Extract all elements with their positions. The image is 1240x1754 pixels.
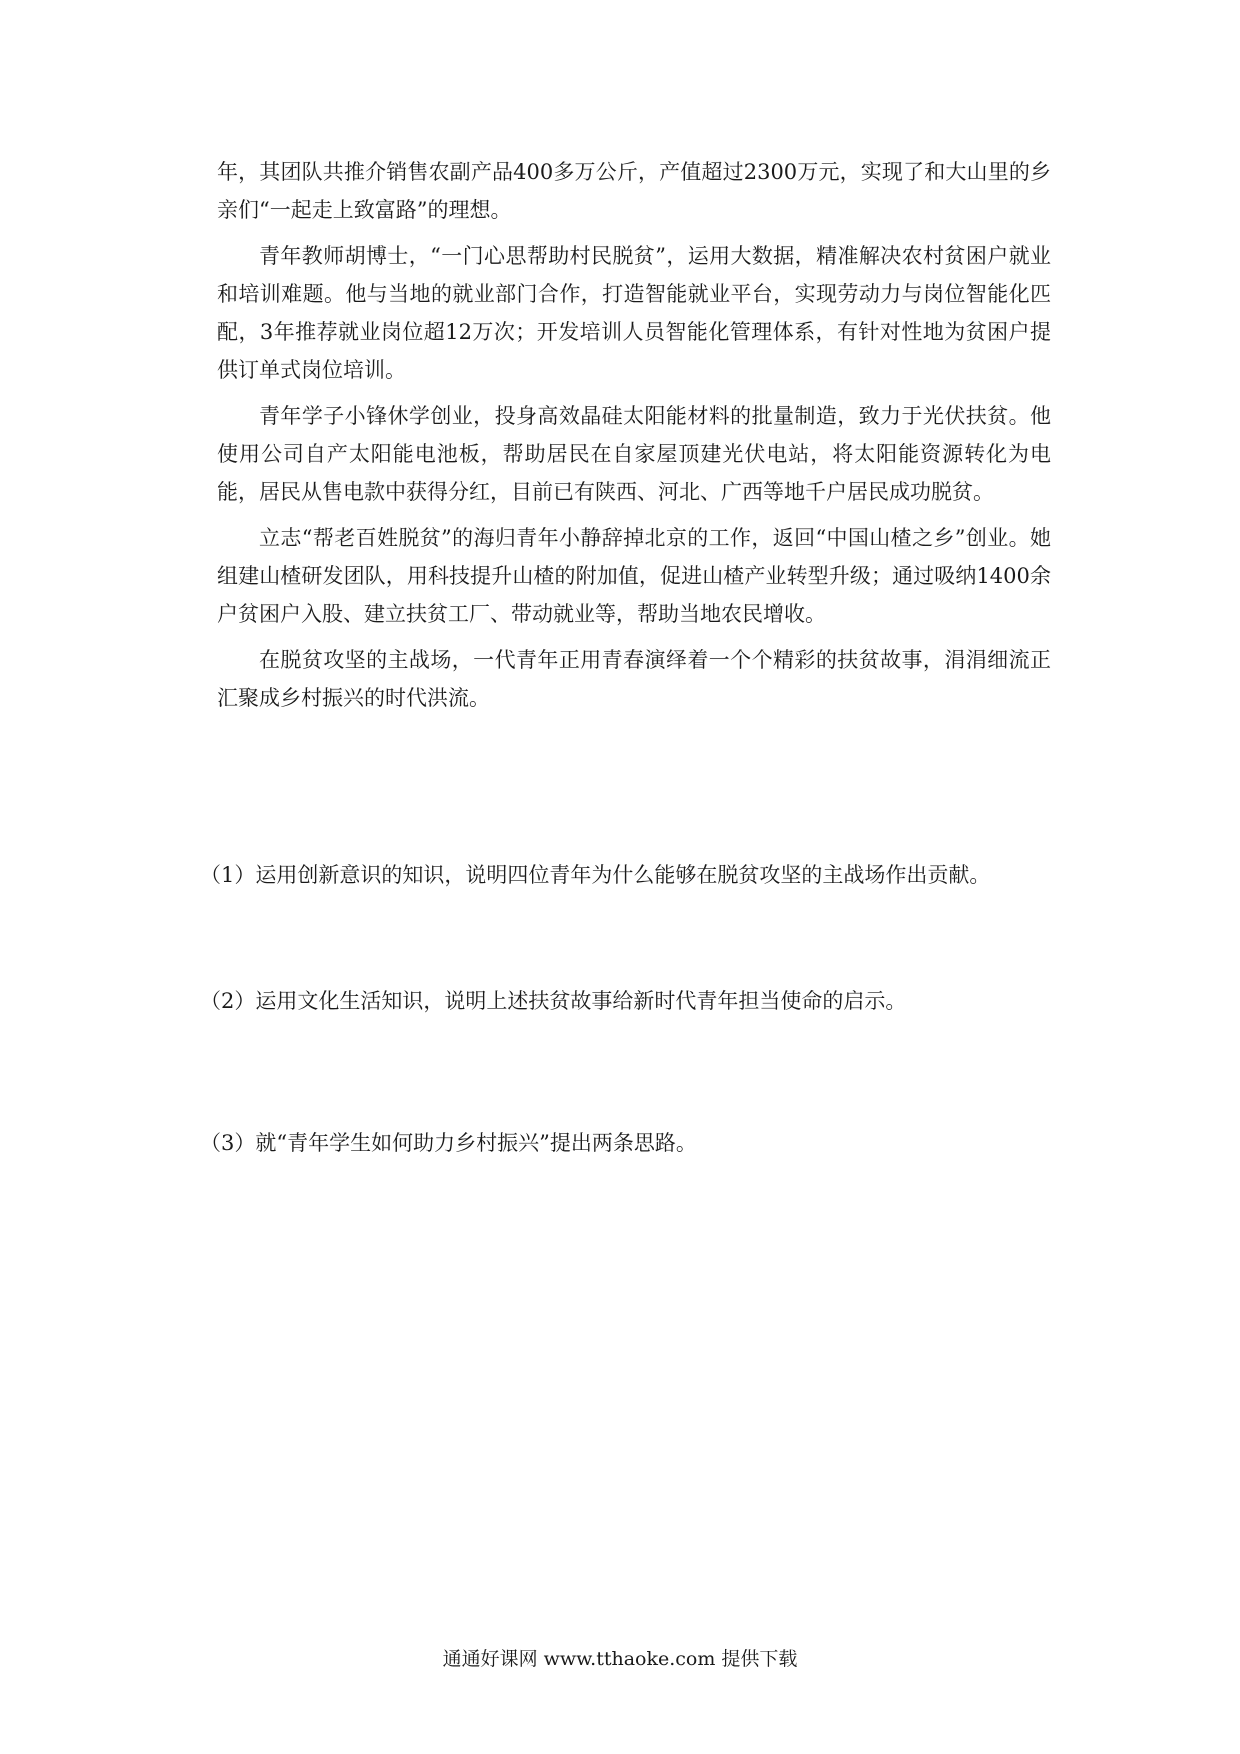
paragraph-returnee-xiaojing: 立志“帮老百姓脱贫”的海归青年小静辞掉北京的工作，返回“中国山楂之乡”创业。她组建山楂研发团队，用科技提升山楂的附加值，促进山楂产业转型升级；通过吸纳1400余户贫困户入股、建立扶贫工厂、带动就业等，帮助当地农民增收。 xyxy=(217,526,1051,626)
question-2: （2）运用文化生活知识，说明上述扶贫故事给新时代青年担当使命的启示。 xyxy=(200,989,907,1013)
paragraph-continuation: 年，其团队共推介销售农副产品400多万公斤，产值超过2300万元，实现了和大山里的乡亲们“一起走上致富路”的理想。 xyxy=(217,160,1051,222)
paragraph-teacher-hu: 青年教师胡博士，“一门心思帮助村民脱贫”，运用大数据，精准解决农村贫困户就业和培训难题。他与当地的就业部门合作，打造智能就业平台，实现劳动力与岗位智能化匹配，3年推荐就业岗位超12万次；开发培训人员智能化管理体系，有针对性地为贫困户提供订单式岗位培训。 xyxy=(217,244,1051,382)
question-3: （3）就“青年学生如何助力乡村振兴”提出两条思路。 xyxy=(200,1131,697,1155)
passage xyxy=(217,153,1051,725)
paragraph-conclusion: 在脱贫攻坚的主战场，一代青年正用青春演绎着一个个精彩的扶贫故事，涓涓细流正汇聚成乡村振兴的时代洪流。 xyxy=(217,648,1051,710)
footer-source: 通通好课网 www.tthaoke.com 提供下载 xyxy=(442,1648,798,1670)
question-1: （1）运用创新意识的知识，说明四位青年为什么能够在脱贫攻坚的主战场作出贡献。 xyxy=(200,863,991,887)
paragraph-student-xiaofeng: 青年学子小锋休学创业，投身高效晶硅太阳能材料的批量制造，致力于光伏扶贫。他使用公司自产太阳能电池板，帮助居民在自家屋顶建光伏电站，将太阳能资源转化为电能，居民从售电款中获得分红，目前已有陕西、河北、广西等地千户居民成功脱贫。 xyxy=(217,404,1051,504)
